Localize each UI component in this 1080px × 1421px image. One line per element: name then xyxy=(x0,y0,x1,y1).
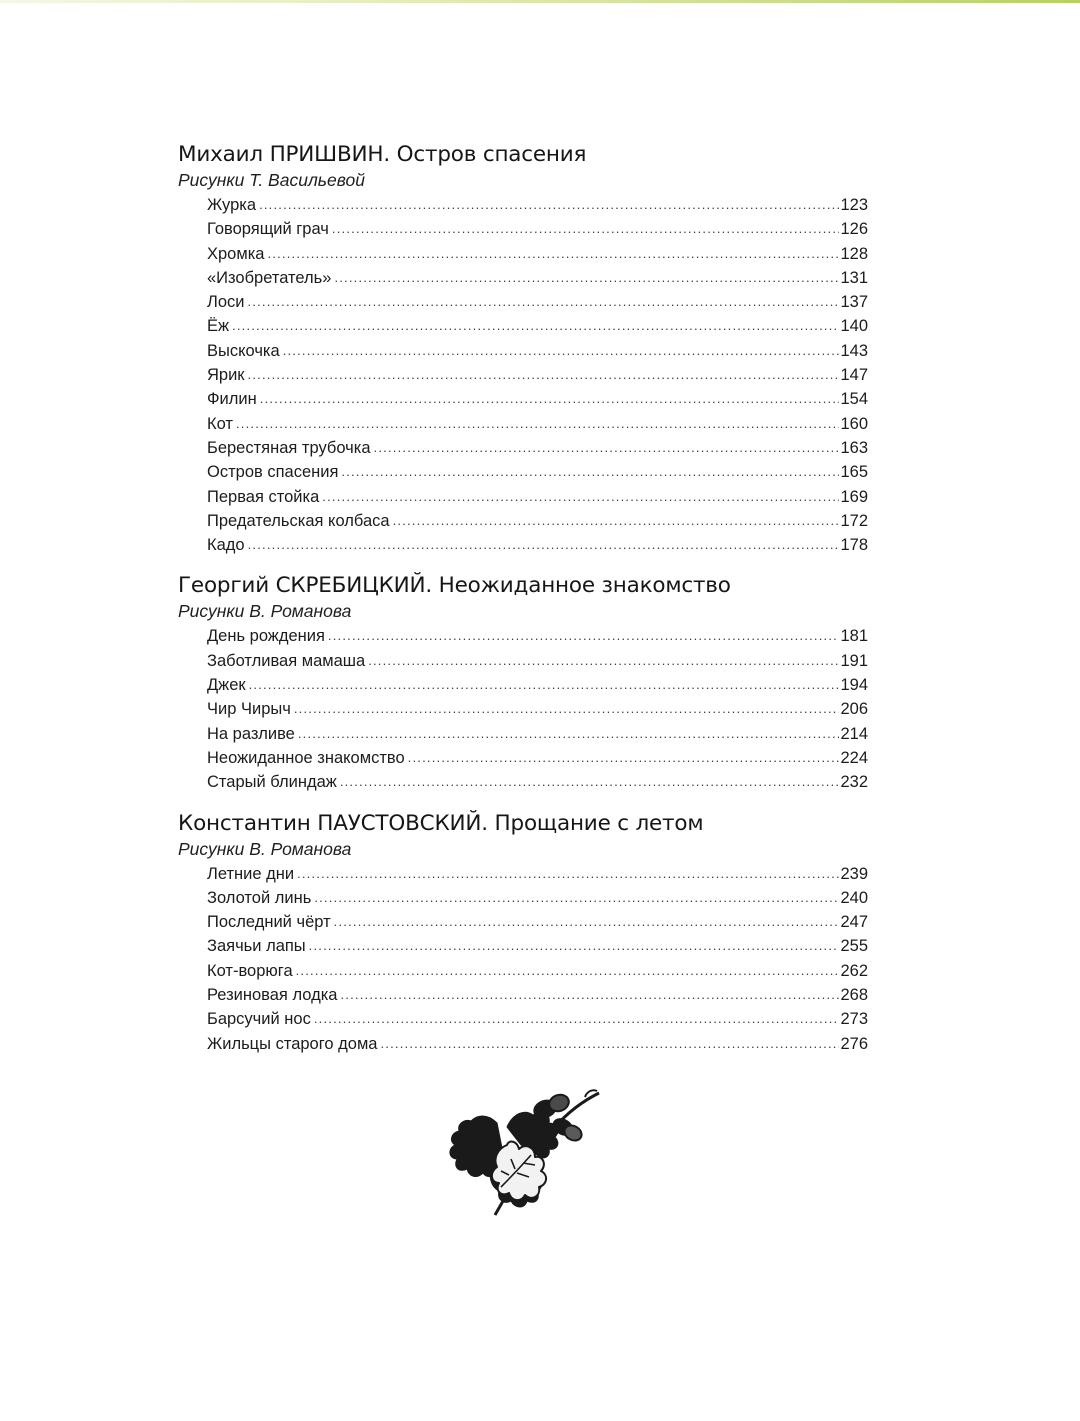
toc-entry-list xyxy=(178,624,868,794)
toc-entry-page: 147 xyxy=(840,366,868,385)
leader-dots xyxy=(236,412,839,436)
toc-entry-page: 240 xyxy=(840,888,868,907)
toc-entry-title: Кот-ворюга xyxy=(207,961,293,980)
toc-entry-title: Резиновая лодка xyxy=(207,986,338,1005)
leader-dots xyxy=(322,485,839,509)
toc-entry-page: 163 xyxy=(840,438,868,457)
toc-entry-page: 255 xyxy=(840,937,868,956)
toc-entry-page: 154 xyxy=(840,390,868,409)
leader-dots xyxy=(249,673,840,697)
leader-dots xyxy=(248,363,840,387)
toc-entry-title: Чир Чирыч xyxy=(207,700,291,719)
toc-entry[interactable] xyxy=(207,770,868,794)
toc-entry-title: Ёж xyxy=(207,317,230,336)
section-illustrator: Рисунки Т. Васильевой xyxy=(178,170,365,190)
toc-entry[interactable] xyxy=(207,1032,868,1056)
toc-entry-title: Старый блиндаж xyxy=(207,773,337,792)
toc-entry[interactable] xyxy=(207,886,868,910)
leader-dots xyxy=(259,193,839,217)
toc-entry-page: 165 xyxy=(840,463,868,482)
toc-entry-title: Летние дни xyxy=(207,864,295,883)
toc-entry-title: Выскочка xyxy=(207,341,280,360)
section-author-title: Георгий СКРЕБИЦКИЙ. Неожиданное знакомство xyxy=(178,573,731,599)
toc-entry[interactable] xyxy=(207,460,868,484)
toc-entry-title: Кот xyxy=(207,414,233,433)
toc-entry-title: Неожиданное знакомство xyxy=(207,748,405,767)
toc-entry-page: 194 xyxy=(840,676,868,695)
toc-entry[interactable] xyxy=(207,673,868,697)
toc-entry[interactable] xyxy=(207,959,868,983)
toc-entry[interactable] xyxy=(207,910,868,934)
toc-entry[interactable] xyxy=(207,746,868,770)
section-author-title: Константин ПАУСТОВСКИЙ. Прощание с летом xyxy=(178,810,704,836)
toc-entry-page: 140 xyxy=(840,317,868,336)
section-author-title: Михаил ПРИШВИН. Остров спасения xyxy=(178,142,587,167)
toc-entry-title: День рождения xyxy=(207,627,325,646)
toc-entry-page: 143 xyxy=(840,341,868,360)
toc-entry-page: 123 xyxy=(840,196,868,214)
toc-entry-page: 181 xyxy=(840,627,868,646)
toc-entry-title: Остров спасения xyxy=(207,463,339,482)
toc-entry[interactable] xyxy=(207,290,868,314)
toc-entry-page: 214 xyxy=(840,724,868,743)
toc-entry[interactable] xyxy=(207,862,868,886)
toc-entry-page: 191 xyxy=(840,651,868,670)
table-of-contents xyxy=(178,140,868,1070)
toc-entry-page: 247 xyxy=(840,913,868,932)
toc-entry-title: Первая стойка xyxy=(207,487,320,506)
leader-dots xyxy=(309,934,840,958)
toc-section-skrebitsky xyxy=(178,571,868,794)
toc-entry-page: 137 xyxy=(840,293,868,312)
leader-dots xyxy=(408,746,840,770)
leader-dots xyxy=(294,697,840,721)
toc-entry[interactable] xyxy=(207,242,868,266)
toc-entry[interactable] xyxy=(207,983,868,1007)
leader-dots xyxy=(232,314,839,338)
leader-dots xyxy=(374,436,840,460)
toc-entry[interactable] xyxy=(207,485,868,509)
toc-entry-title: Журка xyxy=(207,196,257,214)
toc-entry[interactable] xyxy=(207,217,868,241)
toc-entry-page: 128 xyxy=(840,244,868,263)
toc-entry-title: Хромка xyxy=(207,244,265,263)
toc-entry[interactable] xyxy=(207,624,868,648)
toc-section-paustovsky xyxy=(178,809,868,1056)
toc-entry-title: Джек xyxy=(207,676,246,695)
leader-dots xyxy=(328,624,840,648)
leader-dots xyxy=(314,1007,840,1031)
leader-dots xyxy=(247,290,839,314)
leader-dots xyxy=(283,339,840,363)
toc-entry[interactable] xyxy=(207,934,868,958)
toc-entry-page: 126 xyxy=(840,220,868,239)
toc-entry[interactable] xyxy=(207,314,868,338)
toc-entry-page: 273 xyxy=(840,1010,868,1029)
leader-dots xyxy=(340,983,839,1007)
toc-entry[interactable] xyxy=(207,697,868,721)
toc-entry-page: 172 xyxy=(840,511,868,530)
oak-leaves-acorns-icon xyxy=(437,1083,607,1223)
toc-entry-page: 178 xyxy=(840,536,868,555)
leader-dots xyxy=(393,509,840,533)
toc-entry-page: 232 xyxy=(840,773,868,792)
toc-entry[interactable] xyxy=(207,412,868,436)
toc-entry[interactable] xyxy=(207,533,868,557)
toc-entry-title: Берестяная трубочка xyxy=(207,438,371,457)
toc-entry-page: 224 xyxy=(840,748,868,767)
leader-dots xyxy=(298,722,840,746)
leader-dots xyxy=(332,217,840,241)
leader-dots xyxy=(340,770,840,794)
toc-entry-page: 239 xyxy=(840,864,868,883)
toc-entry-title: Заячьи лапы xyxy=(207,937,306,956)
toc-entry[interactable] xyxy=(207,363,868,387)
toc-entry-title: Филин xyxy=(207,390,257,409)
toc-entry-title: Заботливая мамаша xyxy=(207,651,366,670)
toc-entry-list xyxy=(178,862,868,1056)
toc-entry[interactable] xyxy=(207,387,868,411)
leader-dots xyxy=(368,649,839,673)
leader-dots xyxy=(248,533,840,557)
toc-entry-title: «Изобретатель» xyxy=(207,268,332,287)
toc-entry-list xyxy=(178,193,868,557)
toc-entry[interactable] xyxy=(207,509,868,533)
leader-dots xyxy=(334,266,839,290)
leader-dots xyxy=(334,910,840,934)
toc-entry[interactable] xyxy=(207,266,868,290)
toc-entry-title: Жильцы старого дома xyxy=(207,1034,378,1053)
toc-entry[interactable] xyxy=(207,1007,868,1031)
toc-entry-title: Барсучий нос xyxy=(207,1010,311,1029)
toc-entry-page: 169 xyxy=(840,487,868,506)
leader-dots xyxy=(341,460,839,484)
toc-entry[interactable] xyxy=(207,436,868,460)
toc-entry-page: 131 xyxy=(840,268,868,287)
leader-dots xyxy=(380,1032,839,1056)
toc-entry-page: 160 xyxy=(840,414,868,433)
section-illustrator: Рисунки В. Романова xyxy=(178,601,352,622)
leader-dots xyxy=(267,242,839,266)
leader-dots xyxy=(314,886,839,910)
toc-entry-page: 206 xyxy=(840,700,868,719)
toc-entry-title: Предательская колбаса xyxy=(207,511,390,530)
toc-entry[interactable] xyxy=(207,339,868,363)
leader-dots xyxy=(296,959,840,983)
toc-entry-page: 276 xyxy=(840,1034,868,1053)
toc-entry[interactable] xyxy=(207,722,868,746)
toc-entry[interactable] xyxy=(207,193,868,217)
toc-entry-page: 262 xyxy=(840,961,868,980)
toc-entry-title: Золотой линь xyxy=(207,888,312,907)
toc-entry-title: Лоси xyxy=(207,293,245,312)
toc-entry[interactable] xyxy=(207,649,868,673)
toc-section-prishvin xyxy=(178,140,868,557)
toc-entry-title: Говорящий грач xyxy=(207,220,329,239)
page-top-edge xyxy=(0,0,1080,3)
leader-dots xyxy=(297,862,839,886)
toc-entry-title: Последний чёрт xyxy=(207,913,331,932)
toc-entry-title: Кадо xyxy=(207,536,245,555)
section-illustrator: Рисунки В. Романова xyxy=(178,838,352,859)
toc-entry-title: На разливе xyxy=(207,724,295,743)
toc-entry-page: 268 xyxy=(840,986,868,1005)
toc-entry-title: Ярик xyxy=(207,366,245,385)
leader-dots xyxy=(260,387,840,411)
